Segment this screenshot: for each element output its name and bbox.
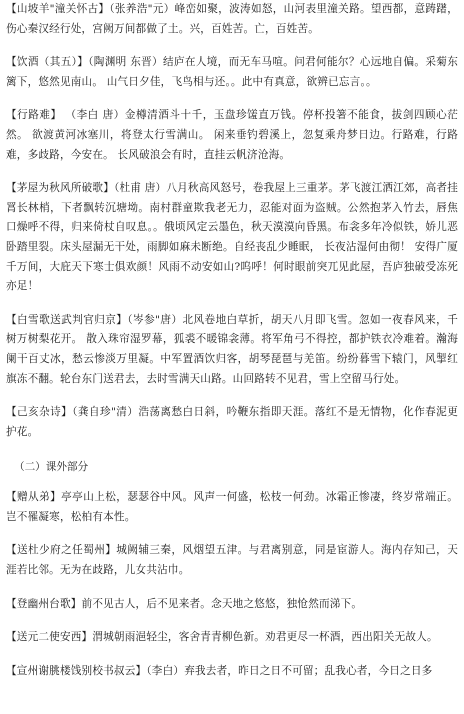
poem-dengyouzhou (6, 595, 458, 615)
poem-yinjiu (6, 53, 458, 92)
poem-xuanzhou (6, 662, 458, 682)
poem-zengcongdi (6, 488, 458, 527)
poem-text: 【行路难】 （李白 唐）金樽清酒斗十千，玉盘珍馐直万钱。停杯投箸不能食，拔剑四顾心茫然。 欲渡黄河冰塞川，将登太行雪满山。 闲来垂钓碧溪上，忽复乘舟梦日边。行路难，行路难，多歧路，今安在。 长风破浪会有时，直挂云帆济沧海。 (6, 109, 458, 161)
poem-jihai (6, 403, 458, 442)
poem-shanpoyang (6, 0, 458, 39)
section-title-extra: （二）课外部分 (14, 461, 89, 474)
poem-text: 【登幽州台歌】前不见古人，后不见来者。念天地之悠悠，独怆然而涕下。 (6, 597, 363, 610)
poem-text: 【宣州谢朓楼饯别校书叔云】（李白）弃我去者，昨日之日不可留；乱我心者，今日之日多 (6, 664, 433, 677)
poem-text: 【赠从弟】亭亭山上松，瑟瑟谷中风。风声一何盛，松枝一何劲。冰霜正惨凄，终岁常端正。岂不罹凝寒，松柏有本性。 (6, 491, 458, 523)
poem-maowu (6, 179, 458, 297)
poem-text: 【己亥杂诗】（龚自珍"清）浩荡离愁白日斜，吟鞭东指即天涯。落红不是无情物，化作春泥更护花。 (6, 406, 458, 438)
poem-text: 【送杜少府之任蜀州】城阙辅三秦，风烟望五津。与君离别意，同是宦游人。海内存知己，天涯若比邻。无为在歧路，儿女共沾巾。 (6, 544, 458, 577)
poem-songyuaner (6, 628, 458, 648)
poem-text: 【白雪歌送武判官归京】（岑参"唐）北风卷地白草折，胡天八月即飞雪。忽如一夜春风来，千树万树梨花开。 散入珠帘湿罗幕，狐裘不暖锦衾薄。将军角弓不得控，都护铁衣冷难着。瀚海阑干百丈冰，愁云惨淡万里凝。中军置酒饮归客，胡琴琵琶与羌笛。纷纷暮雪下辕门，风掣红旗冻不翻。轮台东门送君去，去时雪满天山路。山回路转不见君，雪上空留马行处。 (6, 313, 458, 385)
poem-text: 【茅屋为秋风所破歌】（杜甫 唐）八月秋高风怒号，卷我屋上三重茅。茅飞渡江洒江郊，高者挂罥长林梢，下者飘转沉塘坳。南村群童欺我老无力，忍能对面为盗贼。公然抱茅入竹去，唇焦口燥呼不得，归来倚杖自叹息。。俄顷风定云墨色，秋天漠漠向昏黑。布衾多年冷似铁，娇儿恶卧踏里裂。床头屋漏无干处，雨脚如麻未断绝。自经丧乱少睡眠， 长夜沾湿何由彻！ 安得广厦千万间，大庇天下寒士俱欢颜！风雨不动安如山?呜呼！何时眼前突兀见此屋，吾庐独破受冻死亦足！ (6, 182, 458, 293)
poem-xinglunan (6, 106, 458, 165)
poem-text: 【送元二使安西】渭城朝雨浥轻尘，客舍青青柳色新。劝君更尽一杯酒，西出阳关无故人。 (6, 631, 438, 644)
poem-text: 【饮酒（其五）】（陶渊明 东晋）结庐在人境，而无车马喧。问君何能尔？心远地自偏。采菊东篱下，悠然见南山。 山气日夕佳，飞鸟相与还。。此中有真意，欲辨已忘言。。 (6, 56, 458, 88)
poem-baixuege (6, 311, 458, 389)
poem-songdushaofu (6, 541, 458, 580)
poem-text: 【山坡羊"潼关怀古】（张养浩"元）峰峦如聚，波涛如怒，山河表里潼关路。望西都，意踌躇，伤心秦汉经行处，宫阙万间都做了土。兴，百姓苦。亡，百姓苦。 (6, 3, 458, 35)
